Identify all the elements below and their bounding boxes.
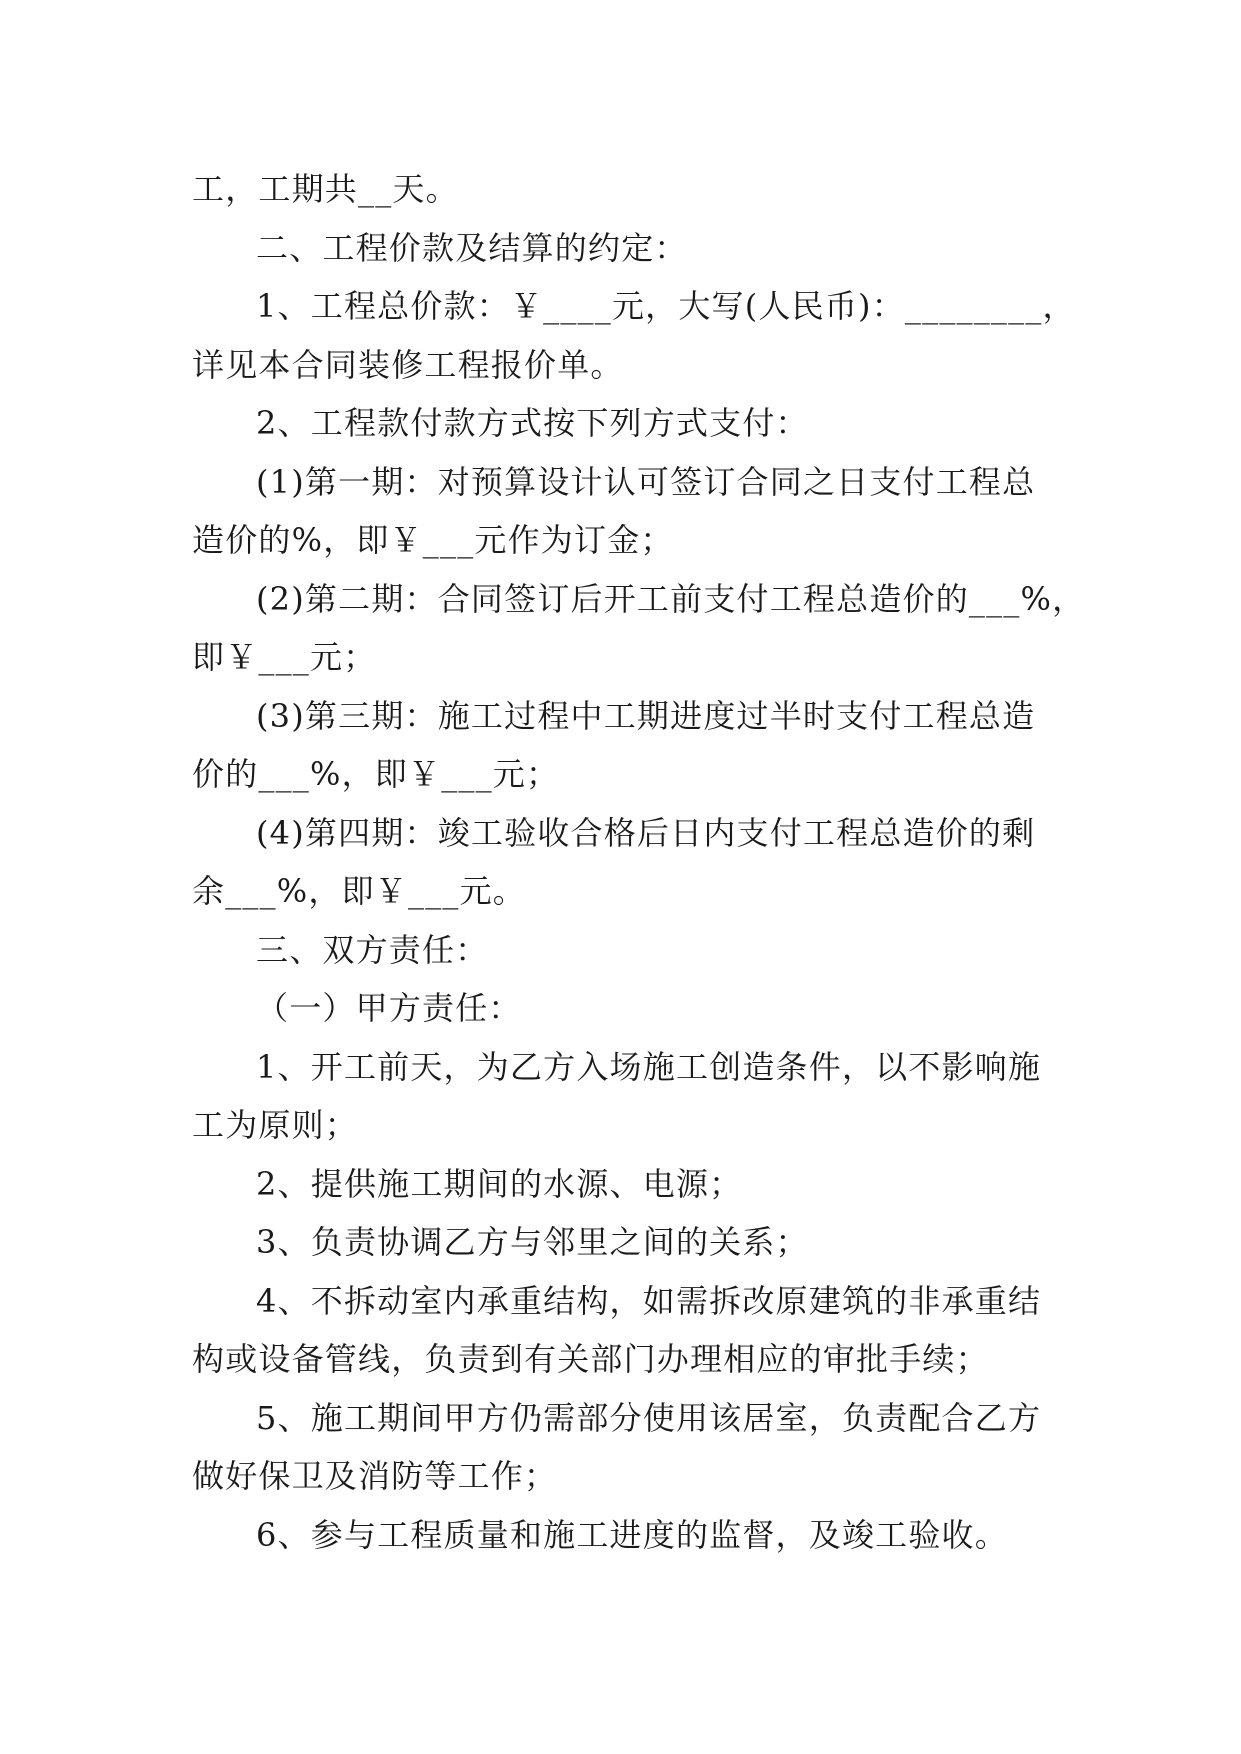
text-line: 2、提供施工期间的水源、电源； [256,1164,743,1203]
section-heading-responsibilities: 三、双方责任： [256,930,489,969]
subsection-heading-party-a: （一）甲方责任： [256,989,522,1027]
text-line: 6、参与工程质量和施工进度的监督，及竣工验收。 [256,1515,1008,1554]
document-body [192,160,1086,1564]
text-line: 详见本合同装修工程报价单。 [192,345,624,384]
text-line: 价的___%，即￥___元； [192,755,560,793]
text-line: 3、负责协调乙方与邻里之间的关系； [256,1223,809,1261]
text-line: 做好保卫及消防等工作； [192,1457,558,1495]
text-line: 即￥___元； [192,638,377,676]
text-line: 1、工程总价款：￥____元，大写(人民币)：________， [256,287,1076,325]
text-line: 1、开工前天，为乙方入场施工创造条件，以不影响施 [256,1047,1042,1086]
text-line: (2)第二期：合同签订后开工前支付工程总造价的___%， [256,579,1086,618]
text-line: 造价的%，即￥___元作为订金； [192,521,674,559]
text-line: (3)第三期：施工过程中工期进度过半时支付工程总造 [256,696,1036,735]
text-line: 4、不拆动室内承重结构，如需拆改原建筑的非承重结 [256,1281,1042,1320]
text-line: (1)第一期：对预算设计认可签订合同之日支付工程总 [256,462,1036,501]
text-line: 构或设备管线，负责到有关部门办理相应的审批手续； [192,1340,989,1378]
text-line: 工，工期共__天。 [192,170,459,208]
text-line: (4)第四期：竣工验收合格后日内支付工程总造价的剩 [256,813,1036,852]
text-line: 2、工程款付款方式按下列方式支付： [256,404,809,442]
text-line: 工为原则； [192,1106,359,1144]
text-line: 5、施工期间甲方仍需部分使用该居室，负责配合乙方 [256,1398,1042,1437]
section-heading-price: 二、工程价款及结算的约定： [256,228,688,267]
text-line: 余___%，即￥___元。 [192,872,527,910]
